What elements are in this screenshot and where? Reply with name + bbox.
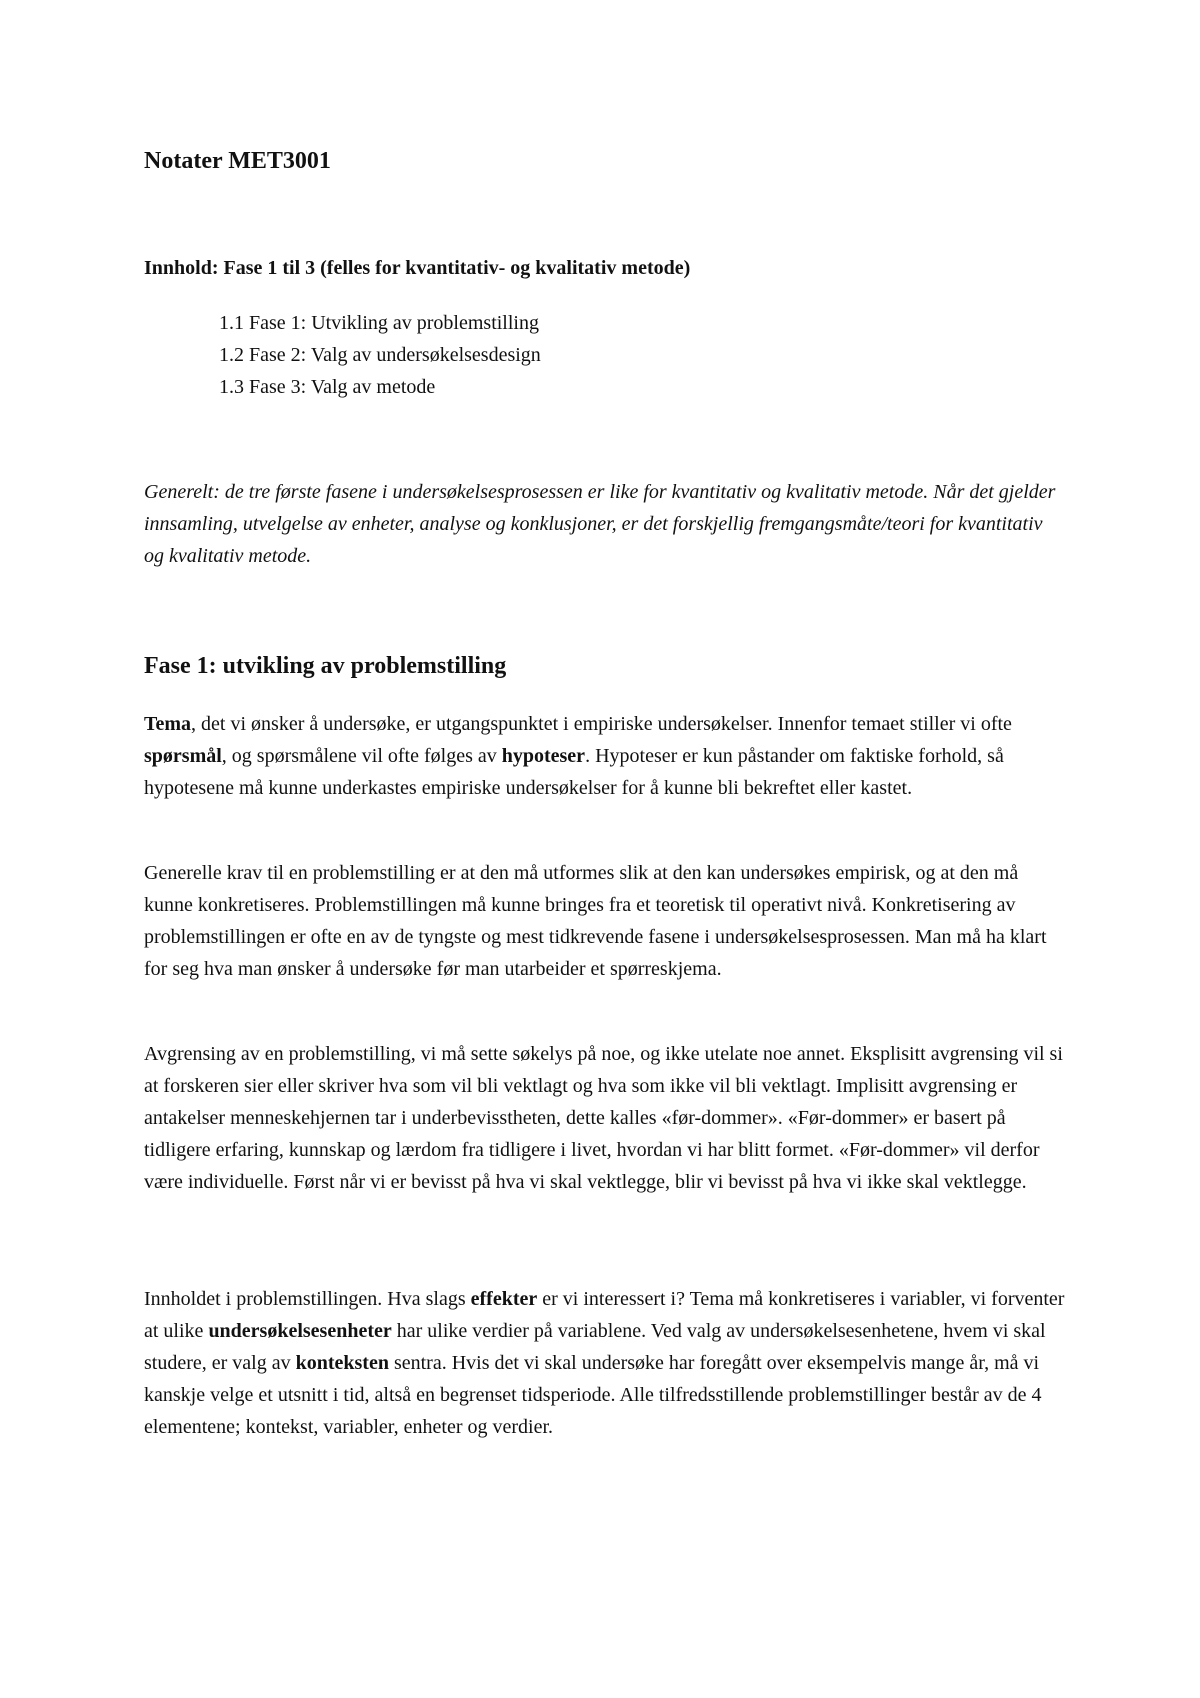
paragraph-text: . Hypoteser er kun påstander om faktiske forhold, så hypotesene må kunne underkastes empiriske undersøkelser for å kunne bli bekreftet eller kastet. — [144, 745, 1004, 799]
document-title: Notater MET3001 — [144, 148, 331, 174]
term-effekter: effekter — [470, 1288, 538, 1310]
term-hypoteser: hypoteser — [501, 745, 586, 767]
toc-list — [219, 307, 541, 403]
paragraph-delimitation: Avgrensing av en problemstilling, vi må sette søkelys på noe, og ikke utelate noe annet. Eksplisitt avgrensing vil si at forskeren sier eller skriver hva som vil bli vektlagt og hva som ikke vil bli vektlagt. Implisitt avgrensing er antakelser menneskehjernen tar i underbevisstheten, dette kalles «før-dommer». «Før-dommer» er basert på tidligere erfaring, kunnskap og lærdom fra tidligere i livet, hvordan vi har blitt formet. «Før-dommer» vil derfor være individuelle. Først når vi er bevisst på hva vi skal vektlegge, blir vi bevisst på hva vi ikke skal vektlegge. — [144, 1043, 1063, 1193]
paragraph-text: , og spørsmålene vil ofte følges av — [221, 745, 502, 767]
paragraph-content — [144, 1283, 1072, 1443]
section-heading: Fase 1: utvikling av problemstilling — [144, 653, 507, 679]
toc-heading: Innhold: Fase 1 til 3 (felles for kvantitativ- og kvalitativ metode) — [144, 257, 691, 279]
paragraph-text: Innholdet i problemstillingen. Hva slags — [144, 1288, 471, 1310]
intro-note: Generelt: de tre første fasene i undersøkelsesprosessen er like for kvantitativ og kvalitativ metode. Når det gjelder innsamling, utvelgelse av enheter, analyse og konklusjoner, er det forskjellig fremgangsmåte/teori for kvantitativ og kvalitativ metode. — [144, 481, 1056, 567]
term-tema: Tema — [144, 713, 192, 735]
paragraph-text: har ulike verdier på variablene. Ved valg av undersøkelsesenhetene, hvem vi skal studere, er valg av — [144, 1320, 1046, 1374]
toc-item: 1.3 Fase 3: Valg av metode — [219, 376, 436, 398]
term-sporsmal: spørsmål — [144, 745, 222, 767]
term-konteksten: konteksten — [295, 1352, 389, 1374]
toc-item: 1.2 Fase 2: Valg av undersøkelsesdesign — [219, 344, 541, 366]
paragraph-text: er vi interessert i? Tema må konkretiseres i variabler, vi forventer at ulike — [144, 1288, 1065, 1342]
term-undersokelsesenheter: undersøkelsesenheter — [208, 1320, 392, 1342]
paragraph-tema — [144, 708, 1072, 804]
paragraph-text: , det vi ønsker å undersøke, er utgangspunktet i empiriske undersøkelser. Innenfor temaet stiller vi ofte — [191, 713, 1012, 735]
paragraph-requirements: Generelle krav til en problemstilling er at den må utformes slik at den kan undersøkes empirisk, og at den må kunne konkretiseres. Problemstillingen må kunne bringes fra et teoretisk til operativt nivå. Konkretisering av problemstillingen er ofte en av de tyngste og mest tidkrevende fasene i undersøkelsesprosessen. Man må ha klart for seg hva man ønsker å undersøke før man utarbeider et spørreskjema. — [144, 862, 1047, 980]
toc-item: 1.1 Fase 1: Utvikling av problemstilling — [219, 312, 539, 334]
paragraph-text: sentra. Hvis det vi skal undersøke har foregått over eksempelvis mange år, må vi kanskje velge et utsnitt i tid, altså en begrenset tidsperiode. Alle tilfredsstillende problemstillinger består av de 4 elementene; kontekst, variabler, enheter og verdier. — [144, 1352, 1042, 1438]
